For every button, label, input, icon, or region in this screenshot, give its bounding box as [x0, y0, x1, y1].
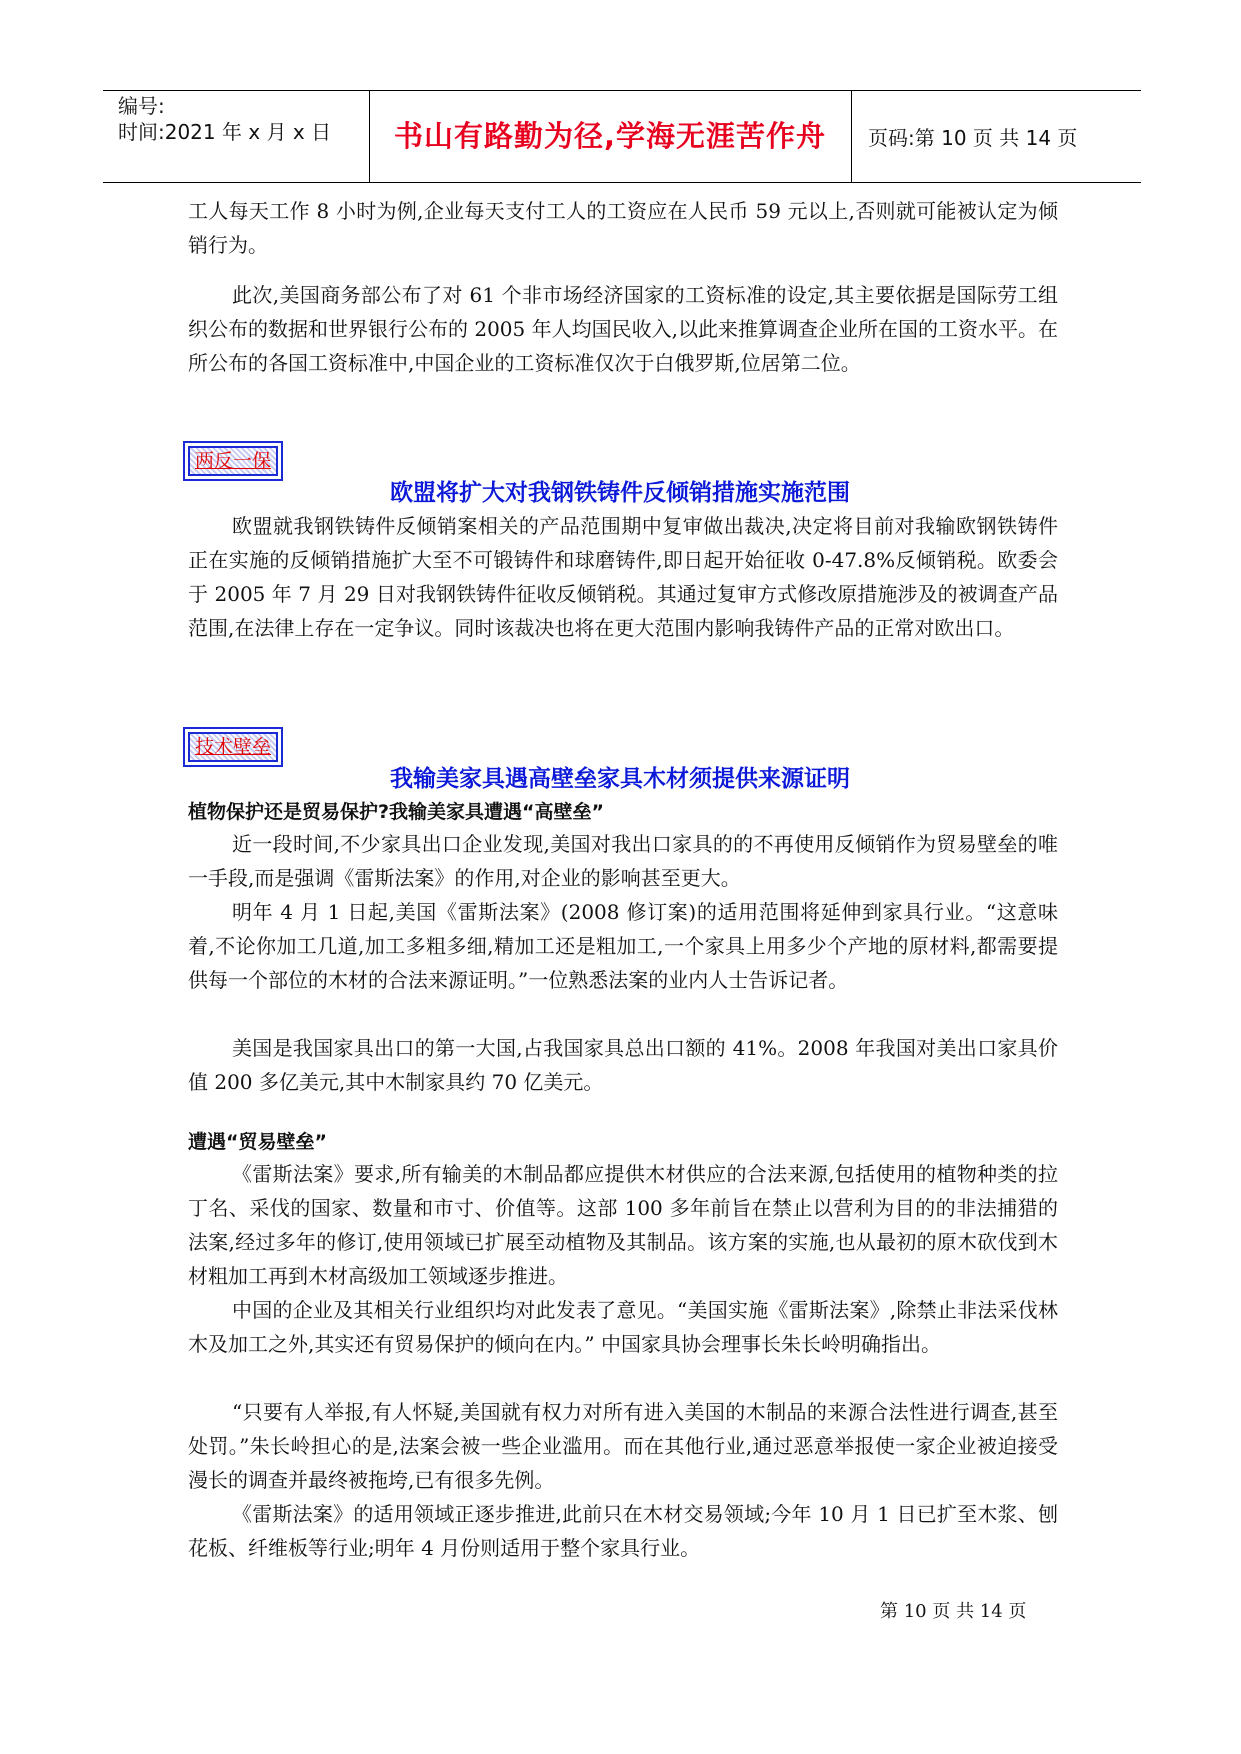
category-tag-anti-dumping: 两反一保 — [188, 446, 278, 476]
article-paragraph-3: 美国是我国家具出口的第一大国,占我国家具总出口额的 41%。2008 年我国对美出口家具价值 200 多亿美元,其中木制家具约 70 亿美元。 — [188, 1036, 1058, 1094]
footer-page-number: 第 10 页 共 14 页 — [880, 1601, 1027, 1622]
article-paragraph-4: 《雷斯法案》要求,所有输美的木制品都应提供木材供应的合法来源,包括使用的植物种类的拉丁名、采伐的国家、数量和市寸、价值等。这部 100 多年前旨在禁止以营利为目的的非法捕猎的法案,经过多年的修订,使用领域已扩展至动植物及其制品。该方案的实施,也从最初的原木砍伐到木材粗加工再到木材高级加工领域逐步推进。 — [188, 1162, 1058, 1288]
document-time: 时间:2021 年 x 月 x 日 — [118, 120, 332, 144]
header-motto: 书山有路勤为径,学海无涯苦作舟 — [393, 119, 827, 153]
article-paragraph-6: “只要有人举报,有人怀疑,美国就有权力对所有进入美国的木制品的来源合法性进行调查,甚至处罚。”朱长岭担心的是,法案会被一些企业滥用。而在其他行业,通过恶意举报使一家企业被迫接受漫长的调查并最终被拖垮,已有很多先例。 — [188, 1400, 1058, 1492]
article-paragraph-5: 中国的企业及其相关行业组织均对此发表了意见。“美国实施《雷斯法案》,除禁止非法采伐林木及加工之外,其实还有贸易保护的倾向在内。” 中国家具协会理事长朱长岭明确指出。 — [188, 1298, 1058, 1356]
intro-paragraph-1: 工人每天工作 8 小时为例,企业每天支付工人的工资应在人民币 59 元以上,否则就可能被认定为倾销行为。 — [188, 199, 1058, 257]
intro-paragraph-2: 此次,美国商务部公布了对 61 个非市场经济国家的工资标准的设定,其主要依据是国际劳工组织公布的数据和世界银行公布的 2005 年人均国民收入,以此来推算调查企业所在国的工资水平。在所公布的各国工资标准中,中国企业的工资标准仅次于白俄罗斯,位居第二位。 — [188, 283, 1058, 375]
article-subheading-2: 遭遇“贸易壁垒” — [188, 1131, 327, 1153]
category-tag-technical-barrier: 技术壁垒 — [188, 732, 278, 762]
article-title-eu-steel: 欧盟将扩大对我钢铁铸件反倾销措施实施范围 — [390, 480, 850, 506]
article-paragraph-2: 明年 4 月 1 日起,美国《雷斯法案》(2008 修订案)的适用范围将延伸到家具行业。“这意味着,不论你加工几道,加工多粗多细,精加工还是粗加工,一个家具上用多少个产地的原材料,都需要提供每一个部位的木材的合法来源证明。”一位熟悉法案的业内人士告诉记者。 — [188, 900, 1058, 992]
article-paragraph-eu-steel: 欧盟就我钢铁铸件反倾销案相关的产品范围期中复审做出裁决,决定将目前对我输欧钢铁铸件正在实施的反倾销措施扩大至不可锻铸件和球磨铸件,即日起开始征收 0-47.8%反倾销税。欧委会于 2005 年 7 月 29 日对我钢铁铸件征收反倾销税。其通过复审方式修改原措施涉及的被调查产品范围,在法律上存在一定争议。同时该裁决也将在更大范围内影响我铸件产品的正常对欧出口。 — [188, 514, 1058, 640]
header-page-info: 页码:第 10 页 共 14 页 — [868, 126, 1078, 150]
header-bottom-rule — [103, 182, 1141, 183]
document-number-label: 编号: — [118, 94, 165, 118]
article-title-furniture: 我输美家具遇高壁垒家具木材须提供来源证明 — [390, 766, 850, 792]
article-paragraph-7: 《雷斯法案》的适用领域正逐步推进,此前只在木材交易领域;今年 10 月 1 日已扩至木浆、刨花板、纤维板等行业;明年 4 月份则适用于整个家具行业。 — [188, 1502, 1058, 1560]
article-subheading-1: 植物保护还是贸易保护?我输美家具遭遇“高壁垒” — [188, 801, 604, 823]
header-divider-right — [851, 90, 852, 182]
article-paragraph-1: 近一段时间,不少家具出口企业发现,美国对我出口家具的的不再使用反倾销作为贸易壁垒的唯一手段,而是强调《雷斯法案》的作用,对企业的影响甚至更大。 — [188, 832, 1058, 890]
header-top-rule — [103, 90, 1141, 91]
